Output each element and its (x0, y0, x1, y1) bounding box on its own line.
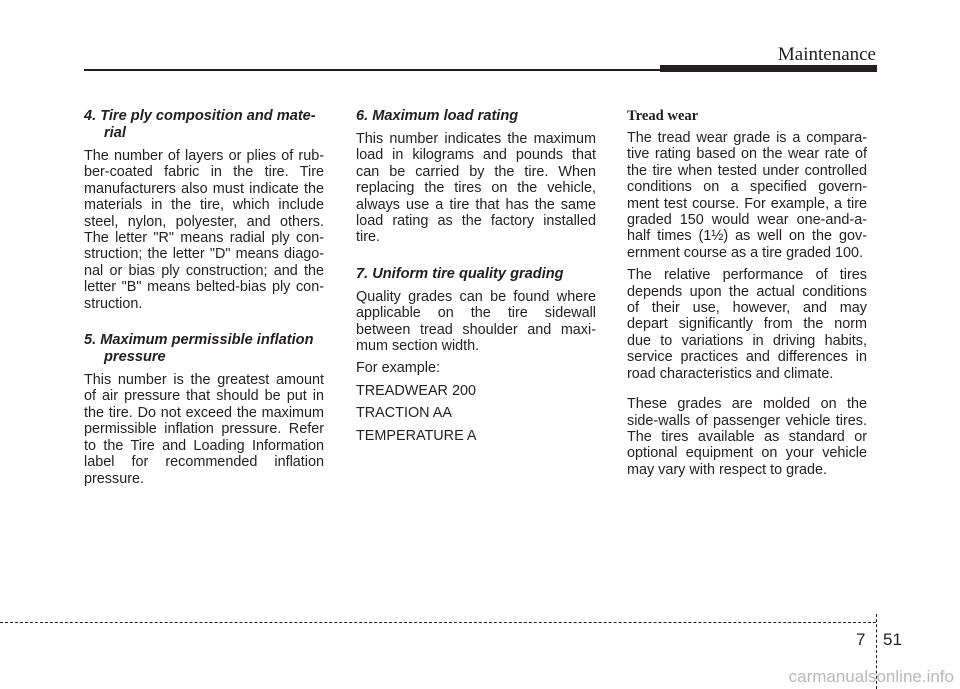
column-left (84, 108, 324, 493)
section-heading-max-inflation (84, 332, 324, 366)
paragraph-max-inflation: This number is the greatest amount of air pressure that should be put in the tire. Do not exceed the maximum permissible inflation pressure. Refer to the Tire and Loading Information label for recommended inflation pressure. (84, 372, 324, 487)
paragraph-tread-wear-1: The tread wear grade is a compara-tive rating based on the wear rate of the tire when tested under controlled conditions on a specified govern-ment test course. For example, a tire graded 150 would wear one-and-a-half times (1½) as well on the gov-ernment course as a tire graded 100. (627, 130, 867, 261)
example-traction: TRACTION AA (356, 405, 452, 422)
paragraph-max-load: This number indicates the maximum load in kilograms and pounds that can be carried by the tire. When replacing the tires on the vehicle, always use a tire that has the same load rating as the factory installed tire. (356, 131, 596, 246)
page-number: 51 (883, 630, 902, 649)
section-heading-ply-composition (84, 108, 324, 142)
example-treadwear: TREADWEAR 200 (356, 382, 476, 399)
heading-line-1: 4. Tire ply composition and mate- (84, 108, 316, 124)
header-bar (660, 65, 877, 72)
heading-line-2: pressure (104, 349, 166, 366)
paragraph-ply-composition: The number of layers or plies of rub-ber-coated fabric in the tire. Tire manufacturers also must indicate the materials in the tire, which include steel, nylon, polyester, and others. The letter "R" means radial ply con-struction; the letter "D" means diago-nal or bias ply construction; and the letter "B" means belted-bias ply con-struction. (84, 148, 324, 312)
chapter-number: 7 (856, 630, 866, 649)
section-heading-max-load: 6. Maximum load rating (356, 108, 519, 124)
heading-line-1: 5. Maximum permissible inflation (84, 332, 314, 349)
footer-rule (0, 622, 876, 623)
page-header-title: Maintenance (777, 44, 876, 65)
column-middle (356, 108, 596, 450)
section-heading-tread-wear: Tread wear (627, 108, 699, 124)
watermark: carmanualsonline.info (788, 667, 954, 686)
example-label: For example: (356, 360, 440, 377)
header-rule (84, 69, 660, 71)
example-temperature: TEMPERATURE A (356, 427, 477, 444)
paragraph-tread-wear-3: These grades are molded on the side-walls of passenger vehicle tires. The tires available as standard or optional equipment on your vehicle may vary with respect to grade. (627, 396, 867, 478)
paragraph-utqg: Quality grades can be found where applicable on the tire sidewall between tread shoulder and maxi-mum section width. (356, 288, 596, 355)
paragraph-tread-wear-2: The relative performance of tires depends upon the actual conditions of their use, however, and may depart significantly from the norm due to variations in driving habits, service practices and differences in road characteristics and climate. (627, 267, 867, 382)
column-right (627, 108, 867, 484)
section-heading-utqg: 7. Uniform tire quality grading (356, 265, 564, 282)
heading-line-2: rial (104, 125, 126, 141)
